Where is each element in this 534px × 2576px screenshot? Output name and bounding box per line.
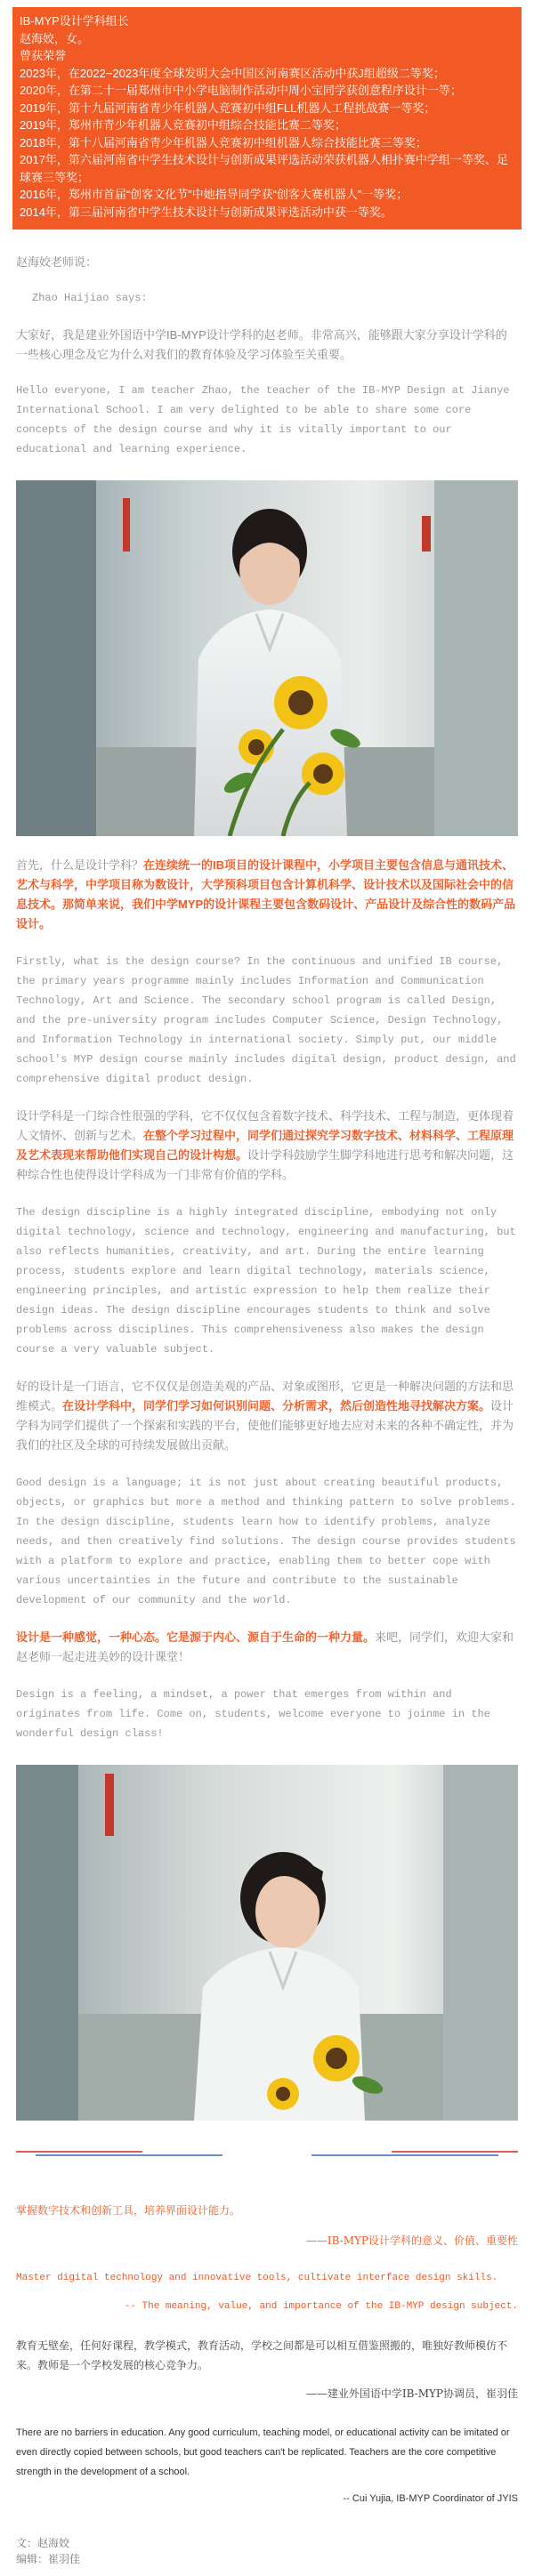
text-span: 设计学科鼓励学生脚学科地进行思考和解决问题，这种综合性也使得设计学科成为一门非常有价值的学科。 xyxy=(16,1148,514,1181)
text-span: 首先，什么是设计学科？ xyxy=(16,858,144,872)
quote-1-en-attribution: -- The meaning, value, and importance of the IB-MYP design subject. xyxy=(124,2301,518,2312)
quote-2-cn-attribution: ——建业外国语中学IB-MYP协调员，崔羽佳 xyxy=(305,2387,518,2400)
credit-author: 文：赵海姣 xyxy=(16,2537,70,2549)
paragraph-4-cn xyxy=(16,1377,518,1455)
honor-line: 2016年，郑州市首届“创客文化节”中她指导同学获“创客大赛机器人”一等奖； xyxy=(20,188,409,201)
honor-line: 2020年，在第二十一届郑州市中小学电脑制作活动中周小宝同学获创意程序设计一等； xyxy=(20,84,462,97)
paragraph-2-cn xyxy=(16,856,518,934)
paragraph-5-cn xyxy=(16,1628,518,1667)
highlight-text: 在设计学科中，同学们学习如何识别问题、分析需求，然后创造性地寻找解决方案。 xyxy=(62,1399,491,1413)
paragraph-4-en: Good design is a language; it is not just about creating beautiful products, objects, or graphics but more a method and thinking pattern to solve problems. In the design discipline, students learn how to identify problems, analyze needs, and then creatively find solutions. The design course provides students with a platform to explore and practice, enabling them to better cope with various uncertainties in the future and contribute to the sustainable development of our community and the world. xyxy=(16,1477,516,1606)
said-cn: 赵海姣老师说： xyxy=(16,255,98,269)
highlight-text: 设计是一种感觉，一种心态。它是源于内心、源自于生命的一种力量。 xyxy=(16,1630,376,1644)
said-en: Zhao Haijiao says: xyxy=(32,292,148,304)
paragraph-3-cn xyxy=(16,1107,518,1185)
quote-2-cn: 教育无壁垒，任何好课程，教学模式，教育活动，学校之间都是可以相互借鉴照搬的，唯独好教师模仿不来。教师是一个学校发展的核心竞争力。 xyxy=(16,2339,508,2371)
intro-paragraph-en: Hello everyone, I am teacher Zhao, the teacher of the IB-MYP Design at Jianye International School. I am very delighted to be able to share some core concepts of the design course and why it is vitally important to our educational and learning experience. xyxy=(16,384,510,455)
decorative-divider xyxy=(0,2147,534,2161)
quote-1-cn-attribution: ——IB-MYP设计学科的意义、价值、重要性 xyxy=(305,2234,518,2247)
quote-2-en-attribution: -- Cui Yujia, IB-MYP Coordinator of JYIS xyxy=(343,2493,518,2504)
text-span: 设计学科是一门综合性很强的学科，它不仅仅包含着数字技术、科学技术、工程与制造，更体现着人文情怀、创新与艺术。 xyxy=(16,1109,514,1142)
text-span: 来吧，同学们，欢迎大家和赵老师一起走进美妙的设计课堂！ xyxy=(16,1630,514,1663)
quote-1-cn: 掌握数字技术和创新工具，培养界面设计能力。 xyxy=(16,2204,241,2217)
honor-line: 2018年，第十八届河南省青少年机器人竞赛初中组机器人综合技能比赛三等奖； xyxy=(20,135,427,149)
honor-line: 2019年，郑州市青少年机器人竞赛初中组综合技能比赛二等奖； xyxy=(20,118,346,132)
teacher-photo-1 xyxy=(16,480,518,836)
honor-line: 2014年，第三届河南省中学生技术设计与创新成果评选活动中获一等奖。 xyxy=(20,205,392,219)
teacher-photo-2 xyxy=(16,1765,518,2121)
quote-2-en: There are no barriers in education. Any good curriculum, teaching model, or educational activity can be imitated or even directly copied between schools, but good teachers can't be replicated. Teachers are the core competitive strength in the development of a school. xyxy=(16,2427,510,2477)
honor-line: 曾获荣誉 xyxy=(20,49,67,62)
honor-line: 2023年，在2022~2023年度全球发明大会中国区河南赛区活动中获J组超级二等奖； xyxy=(20,66,445,80)
honor-line: 2019年，第十九届河南省青少年机器人竞赛初中组FLL机器人工程挑战赛一等奖； xyxy=(20,101,436,115)
paragraph-3-en: The design discipline is a highly integrated discipline, embodying not only digital technology, science and technology, engineering and manufacturing, but also reflects humanities, creativity, and art. During the entire learning process, students explore and learn digital technology, materials science, engineering principles, and artistic expression to help them realize their design ideas. The design discipline encourages students to think and solve problems across disciplines. This comprehensiveness also makes the design course a very valuable subject. xyxy=(16,1206,516,1356)
honor-line: 2017年，第六届河南省中学生技术设计与创新成果评选活动荣获机器人相扑赛中学组一等奖、足球赛三等奖； xyxy=(20,153,508,184)
highlight-text: 在整个学习过程中，同学们通过探究学习数字技术、材料科学、工程原理及艺术表现来帮助他们实现自己的设计构想。 xyxy=(16,1129,514,1162)
paragraph-2-en: Firstly, what is the design course? In the continuous and unified IB course, the primary years programme mainly includes Information and Communication Technology, Art and Science. The secondary school program is called Design, and the pre-university program includes Computer Science, Design Technology, and Information Technology in international society. Simply put, our middle school's MYP design course mainly includes digital design, product design, and comprehensive digital product design. xyxy=(16,955,516,1085)
quote-1-en: Master digital technology and innovative tools, cultivate interface design skills. xyxy=(16,2273,498,2283)
paragraph-5-en: Design is a feeling, a mindset, a power that emerges from within and originates from life. Come on, students, welcome everyone to joinme in the wonderful design class! xyxy=(16,1688,490,1740)
honor-line: IB-MYP设计学科组长 xyxy=(20,14,129,28)
credit-editor: 编辑：崔羽佳 xyxy=(16,2553,81,2565)
intro-paragraph-cn: 大家好，我是建业外国语中学IB-MYP设计学科的赵老师。非常高兴，能够跟大家分享设计学科的一些核心理念及它为什么对我们的教育体验及学习体验至关重要。 xyxy=(16,328,507,361)
text-span: 好的设计是一门语言，它不仅仅是创造美观的产品、对象或图形，它更是一种解决问题的方法和思维模式。 xyxy=(16,1380,514,1413)
highlight-text: 在连续统一的IB项目的设计课程中，小学项目主要包含信息与通讯技术、艺术与科学，中学项目称为数设计，大学预科项目包含计算机科学、设计技术以及国际社会中的信息技术。那简单来说，我们中学MYP的设计课程主要包含数码设计、产品设计及综合性的数码产品设计。 xyxy=(16,858,516,930)
honor-line: 赵海姣，女。 xyxy=(20,31,90,45)
text-span: 设计学科为同学们提供了一个探索和实践的平台，使他们能够更好地去应对未来的各种不确定性，并为我们的社区及全球的可持续发展做出贡献。 xyxy=(16,1399,514,1452)
honors-box xyxy=(12,7,522,229)
